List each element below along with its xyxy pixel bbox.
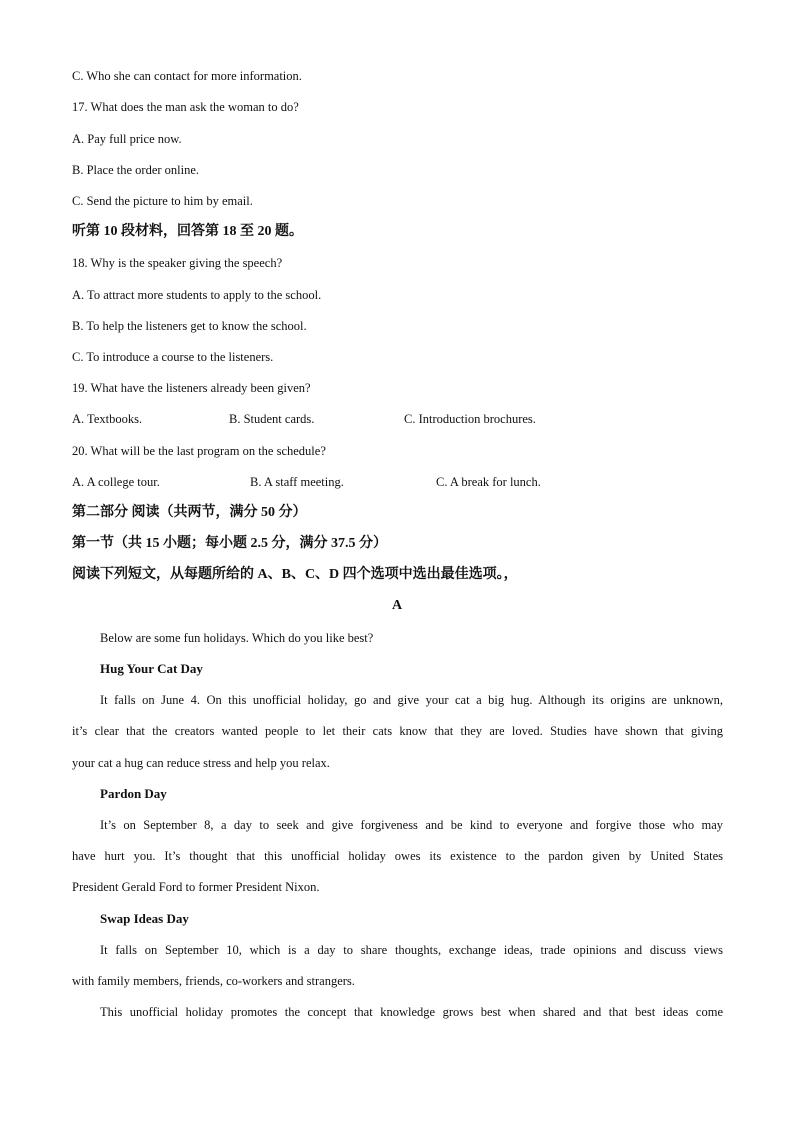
q20-option-b: B. A staff meeting. [250,475,344,489]
holiday-text-line: It’s on September 8, a day to seek and give forgiveness and be kind to everyone and forgive those who may [100,818,723,832]
q19-option-a: A. Textbooks. [72,412,143,426]
q19-question: 19. What have the listeners already been given? [72,381,311,395]
listening-section-heading: 听第 10 段材料，回答第 18 至 20 题。 [72,224,303,239]
q20-question: 20. What will be the last program on the schedule? [72,444,326,458]
q17-option-c: C. Send the picture to him by email. [72,194,253,208]
q18-question: 18. Why is the speaker giving the speech? [72,256,283,270]
passage-label: A [391,598,403,613]
holiday-text-line: President Gerald Ford to former President Nixon. [72,880,320,894]
passage-intro: Below are some fun holidays. Which do you like best? [100,631,374,645]
reading-part-heading: 第二部分 阅读（共两节，满分 50 分） [72,505,307,520]
holiday-text-line: with family members, friends, co-workers and strangers. [72,974,355,988]
holiday-text-line: It falls on September 10, which is a day to share thoughts, exchange ideas, trade opinions and discuss views [100,943,723,957]
holiday-title-hug-your-cat-day: Hug Your Cat Day [100,661,203,676]
holiday-text-line: have hurt you. It’s thought that this unofficial holiday owes its existence to the pardon given by United States [72,849,723,863]
q18-option-a: A. To attract more students to apply to the school. [72,288,322,302]
q20-option-a: A. A college tour. [72,475,160,489]
holiday-text-line: This unofficial holiday promotes the concept that knowledge grows best when shared and that best ideas come [100,1005,723,1019]
q20-option-c: C. A break for lunch. [436,475,541,489]
q17-option-a: A. Pay full price now. [72,132,182,146]
holiday-text-line: it’s clear that the creators wanted people to let their cats know that they are loved. Studies have shown that giving [72,724,723,738]
q19-option-b: B. Student cards. [229,412,315,426]
q18-option-c: C. To introduce a course to the listeners. [72,350,274,364]
holiday-text-line: your cat a hug can reduce stress and help you relax. [72,756,330,770]
holiday-title-pardon-day: Pardon Day [100,786,167,801]
holiday-text-line: It falls on June 4. On this unofficial holiday, go and give your cat a big hug. Although its origins are unknown, [100,693,723,707]
q17-option-b: B. Place the order online. [72,163,200,177]
holiday-title-swap-ideas-day: Swap Ideas Day [100,911,189,926]
q17-question: 17. What does the man ask the woman to do? [72,100,299,114]
q18-option-b: B. To help the listeners get to know the school. [72,319,307,333]
reading-section-heading: 第一节（共 15 小题；每小题 2.5 分，满分 37.5 分） [72,536,387,551]
reading-instructions: 阅读下列短文，从每题所给的 A、B、C、D 四个选项中选出最佳选项。， [72,567,518,582]
q16-option-c: C. Who she can contact for more information. [72,69,302,83]
q19-option-c: C. Introduction brochures. [404,412,536,426]
